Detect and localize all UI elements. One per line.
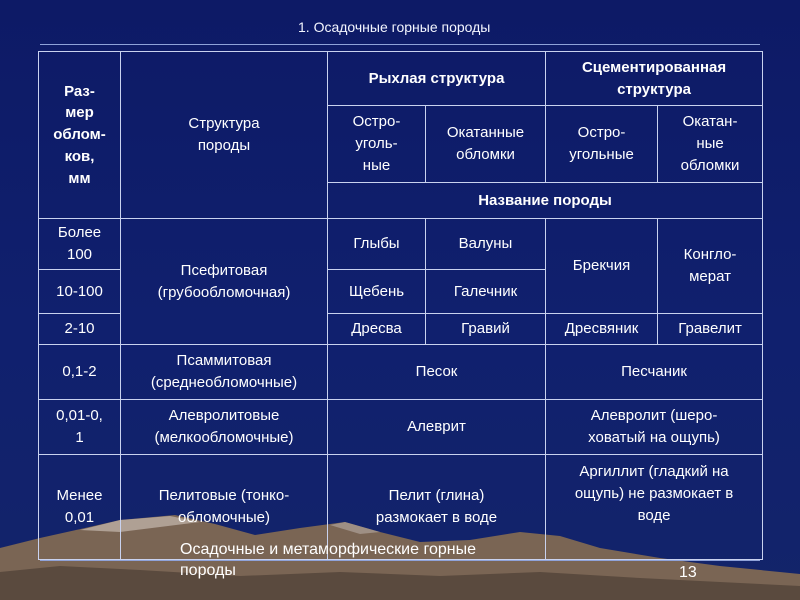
rock-name-cell: Дресва	[328, 314, 426, 345]
header-cemented-structure: Сцементированная структура	[546, 52, 763, 106]
rock-breccia: Брекчия	[546, 219, 658, 314]
rock-name-cell: Глыбы	[328, 219, 426, 270]
size-cell: 2-10	[39, 314, 121, 345]
footer-caption: Осадочные и метаморфические горные породы	[180, 541, 476, 579]
rock-conglomerate: Конгло- мерат	[658, 219, 763, 314]
size-cell: 0,1-2	[39, 345, 121, 400]
structure-psephite: Псефитовая (грубообломочная)	[121, 219, 328, 345]
rock-sandstone: Песчаник	[546, 345, 763, 400]
structure-aleurite: Алевролитовые (мелкообломочные)	[121, 400, 328, 455]
rock-argillite: Аргиллит (гладкий на ощупь) не размокает в воде	[546, 455, 763, 560]
size-cell: 10-100	[39, 270, 121, 314]
rock-name-cell: Дресвяник	[546, 314, 658, 345]
rock-name-cell: Гравий	[426, 314, 546, 345]
header-loose-structure: Рыхлая структура	[328, 52, 546, 106]
rock-name-cell: Галечник	[426, 270, 546, 314]
footer-divider	[40, 560, 760, 561]
rock-aleurolite: Алевролит (шеро- ховатый на ощупь)	[546, 400, 763, 455]
header-rock-name: Название породы	[328, 183, 763, 219]
slide-title: 1. Осадочные горные породы	[298, 19, 491, 35]
size-cell: 0,01-0, 1	[39, 400, 121, 455]
header-loose-angular: Остро- уголь- ные	[328, 106, 426, 183]
size-cell: Менее 0,01	[39, 455, 121, 560]
rock-sand: Песок	[328, 345, 546, 400]
rock-name-cell: Гравелит	[658, 314, 763, 345]
sedimentary-rocks-table	[38, 51, 763, 560]
slide-title-bar	[40, 12, 760, 45]
rock-aleurite: Алеврит	[328, 400, 546, 455]
page-number: 13	[679, 564, 697, 581]
header-cemented-rounded: Окатан- ные обломки	[658, 106, 763, 183]
rock-name-cell: Валуны	[426, 219, 546, 270]
size-cell: Более 100	[39, 219, 121, 270]
header-loose-rounded: Окатанные обломки	[426, 106, 546, 183]
header-rock-structure: Структура породы	[121, 52, 328, 219]
header-cemented-angular: Остро- угольные	[546, 106, 658, 183]
structure-pelite: Пелитовые (тонко- обломочные)	[121, 455, 328, 560]
rock-name-cell: Щебень	[328, 270, 426, 314]
header-fragment-size: Раз- мер облом- ков, мм	[39, 52, 121, 219]
structure-psammite: Псаммитовая (среднеобломочные)	[121, 345, 328, 400]
rock-pelite: Пелит (глина) размокает в воде	[328, 455, 546, 560]
